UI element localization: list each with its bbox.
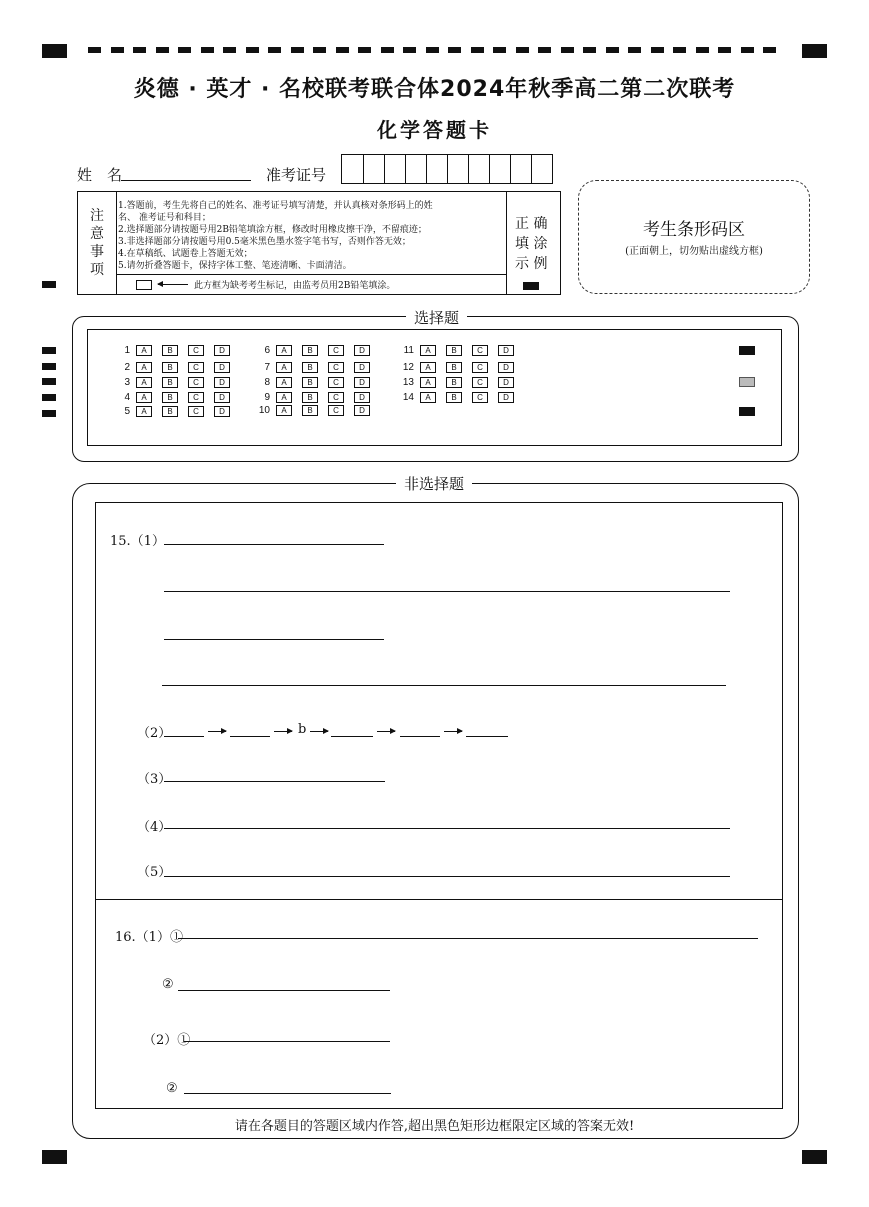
option-bubble-b[interactable]: B bbox=[162, 345, 178, 356]
q15-part1-line-1[interactable] bbox=[164, 544, 384, 545]
option-bubble-c[interactable]: C bbox=[472, 392, 488, 403]
timing-mark-top bbox=[583, 47, 596, 53]
q16-part1-circled-2: ② bbox=[162, 977, 174, 992]
option-bubble-c[interactable]: C bbox=[328, 392, 344, 403]
fill-example bbox=[506, 192, 561, 294]
timing-mark-top bbox=[88, 47, 101, 53]
exam-id-boxes[interactable] bbox=[341, 154, 553, 184]
question-number: 14 bbox=[402, 392, 414, 403]
q16-part2-circled-2: ② bbox=[166, 1081, 178, 1096]
q15-part2-blank-4[interactable] bbox=[400, 736, 440, 737]
q15-part2-blank-3[interactable] bbox=[331, 736, 373, 737]
option-bubble-d[interactable]: D bbox=[214, 406, 230, 417]
question-number: 4 bbox=[124, 392, 130, 403]
option-bubble-a[interactable]: A bbox=[276, 405, 292, 416]
choice-question-8 bbox=[252, 377, 380, 388]
q15-part1-line-2[interactable] bbox=[164, 591, 730, 592]
option-bubble-c[interactable]: C bbox=[328, 377, 344, 388]
notice-heading: 注 意 事 项 bbox=[78, 192, 117, 294]
option-bubble-c[interactable]: C bbox=[328, 362, 344, 373]
arrow-left-icon bbox=[158, 284, 188, 285]
timing-mark-top bbox=[673, 47, 686, 53]
timing-mark-top bbox=[606, 47, 619, 53]
timing-mark-top bbox=[223, 47, 236, 53]
option-bubble-c[interactable]: C bbox=[188, 392, 204, 403]
arrow-right-icon bbox=[377, 731, 395, 732]
q15-part1-label: 15.（1） bbox=[110, 534, 165, 549]
choice-question-4 bbox=[112, 392, 240, 403]
option-bubble-b[interactable]: B bbox=[162, 406, 178, 417]
option-bubble-a[interactable]: A bbox=[276, 362, 292, 373]
option-bubble-c[interactable]: C bbox=[328, 405, 344, 416]
timing-mark-left bbox=[42, 378, 56, 385]
option-bubble-b[interactable]: B bbox=[302, 362, 318, 373]
option-bubble-b[interactable]: B bbox=[446, 377, 462, 388]
timing-mark-top bbox=[493, 47, 506, 53]
timing-mark-top bbox=[718, 47, 731, 53]
notice-text: 1.答题前，考生先将自己的姓名、准考证号填写清楚，并认真核对条形码上的姓 名、 准考证号和科目； 2.选择题部分请按题号用2B铅笔填涂方框，修改时用橡皮擦干净，不留痕迹； 3.非选择题部分请按题号用0.5毫米黑色墨水签字笔书写，否则作答无效； 4.在草稿纸、试题卷上答题无效； 5.请勿折叠答题卡，保持字体工整、笔迹清晰、卡面清洁。 bbox=[118, 201, 433, 271]
timing-mark-top bbox=[358, 47, 371, 53]
exam-id-label: 准考证号 bbox=[266, 166, 327, 184]
option-bubble-d[interactable]: D bbox=[498, 377, 514, 388]
timing-mark-top bbox=[741, 47, 754, 53]
option-bubble-c[interactable]: C bbox=[188, 362, 204, 373]
question-number: 6 bbox=[264, 345, 270, 356]
timing-mark-top bbox=[628, 47, 641, 53]
q15-part1-line-4[interactable] bbox=[162, 685, 726, 686]
q15-part3-label: （3） bbox=[137, 772, 172, 787]
option-bubble-c[interactable]: C bbox=[472, 362, 488, 373]
timing-mark-gray bbox=[739, 377, 755, 387]
choice-question-11 bbox=[396, 345, 524, 356]
q15-part1-line-3[interactable] bbox=[164, 639, 384, 640]
option-bubble-b[interactable]: B bbox=[446, 392, 462, 403]
timing-mark-left bbox=[42, 363, 56, 370]
timing-mark-top bbox=[471, 47, 484, 53]
q16-part1-line-1[interactable] bbox=[178, 938, 758, 939]
choice-question-6 bbox=[252, 345, 380, 356]
question-number: 12 bbox=[402, 362, 414, 373]
timing-mark-top bbox=[178, 47, 191, 53]
choice-question-9 bbox=[252, 392, 380, 403]
option-bubble-b[interactable]: B bbox=[162, 377, 178, 388]
corner-mark-bottom-right bbox=[802, 1150, 827, 1164]
timing-mark-left bbox=[42, 410, 56, 417]
question-number: 2 bbox=[124, 362, 130, 373]
option-bubble-a[interactable]: A bbox=[276, 392, 292, 403]
fill-example-label: 正 确 填 涂 示 例 bbox=[515, 216, 548, 272]
option-bubble-d[interactable]: D bbox=[354, 362, 370, 373]
choice-question-7 bbox=[252, 362, 380, 373]
q15-part4-line[interactable] bbox=[164, 828, 730, 829]
arrow-right-icon bbox=[208, 731, 226, 732]
option-bubble-a[interactable]: A bbox=[136, 345, 152, 356]
timing-mark-top bbox=[448, 47, 461, 53]
option-bubble-a[interactable]: A bbox=[136, 392, 152, 403]
option-bubble-d[interactable]: D bbox=[214, 345, 230, 356]
corner-mark-bottom-left bbox=[42, 1150, 67, 1164]
q15-part5-line[interactable] bbox=[164, 876, 730, 877]
q15-part2-blank-5[interactable] bbox=[466, 736, 508, 737]
option-bubble-a[interactable]: A bbox=[136, 362, 152, 373]
option-bubble-c[interactable]: C bbox=[472, 345, 488, 356]
choice-question-3 bbox=[112, 377, 240, 388]
q15-area bbox=[95, 502, 783, 900]
name-label: 姓 名 bbox=[77, 166, 123, 184]
choice-question-12 bbox=[396, 362, 524, 373]
barcode-area bbox=[578, 180, 810, 294]
option-bubble-d[interactable]: D bbox=[354, 392, 370, 403]
arrow-right-icon bbox=[310, 731, 328, 732]
option-bubble-d[interactable]: D bbox=[214, 392, 230, 403]
answer-sheet-subtitle: 化学答题卡 bbox=[377, 118, 492, 142]
timing-mark-top bbox=[381, 47, 394, 53]
question-number: 11 bbox=[403, 345, 414, 356]
q15-part2-b-label: b bbox=[298, 722, 307, 737]
choice-question-14 bbox=[396, 392, 524, 403]
option-bubble-d[interactable]: D bbox=[498, 362, 514, 373]
option-bubble-b[interactable]: B bbox=[162, 392, 178, 403]
absent-mark-row: 此方框为缺考考生标记，由监考员用2B铅笔填涂。 bbox=[136, 278, 395, 291]
q16-area bbox=[95, 899, 783, 1109]
question-number: 3 bbox=[124, 377, 130, 388]
q16-part2-line-1[interactable] bbox=[184, 1041, 390, 1042]
q15-part2-label: （2） bbox=[137, 726, 172, 741]
timing-mark-top bbox=[538, 47, 551, 53]
question-number: 13 bbox=[402, 377, 414, 388]
choice-question-5 bbox=[112, 406, 240, 417]
option-bubble-d[interactable]: D bbox=[498, 345, 514, 356]
footer-warning: 请在各题目的答题区域内作答,超出黑色矩形边框限定区域的答案无效! bbox=[234, 1119, 635, 1134]
q16-part2-label: （2）① bbox=[143, 1033, 191, 1048]
q15-part5-label: （5） bbox=[137, 865, 172, 880]
q16-part1-line-2[interactable] bbox=[178, 990, 390, 991]
q16-part2-line-2[interactable] bbox=[184, 1093, 391, 1094]
timing-mark-left bbox=[42, 394, 56, 401]
q16-part1-label: 16.（1）① bbox=[115, 930, 183, 945]
option-bubble-c[interactable]: C bbox=[188, 377, 204, 388]
option-bubble-d[interactable]: D bbox=[214, 362, 230, 373]
corner-mark-top-right bbox=[802, 44, 827, 58]
question-number: 7 bbox=[264, 362, 270, 373]
timing-mark-top bbox=[268, 47, 281, 53]
arrow-right-icon bbox=[274, 731, 292, 732]
timing-mark-top bbox=[516, 47, 529, 53]
option-bubble-a[interactable]: A bbox=[276, 345, 292, 356]
timing-mark-top bbox=[336, 47, 349, 53]
option-bubble-d[interactable]: D bbox=[498, 392, 514, 403]
timing-mark-top bbox=[246, 47, 259, 53]
timing-mark-top bbox=[291, 47, 304, 53]
option-bubble-d[interactable]: D bbox=[354, 345, 370, 356]
question-number: 8 bbox=[264, 377, 270, 388]
option-bubble-b[interactable]: B bbox=[162, 362, 178, 373]
timing-mark-top bbox=[111, 47, 124, 53]
timing-mark-top bbox=[313, 47, 326, 53]
option-bubble-c[interactable]: C bbox=[188, 345, 204, 356]
option-bubble-a[interactable]: A bbox=[420, 377, 436, 388]
option-bubble-b[interactable]: B bbox=[302, 377, 318, 388]
nonchoice-section-title: 非选择题 bbox=[396, 473, 472, 494]
barcode-title: 考生条形码区 bbox=[643, 220, 745, 240]
option-bubble-a[interactable]: A bbox=[420, 392, 436, 403]
q15-part3-line[interactable] bbox=[164, 781, 385, 782]
q15-part2-blank-2[interactable] bbox=[230, 736, 270, 737]
notice-box bbox=[77, 191, 561, 295]
option-bubble-a[interactable]: A bbox=[420, 345, 436, 356]
choice-question-1 bbox=[112, 345, 240, 356]
option-bubble-b[interactable]: B bbox=[302, 392, 318, 403]
option-bubble-a[interactable]: A bbox=[136, 406, 152, 417]
exam-title: 炎德 · 英才 · 名校联考联合体2024年秋季高二第二次联考 bbox=[133, 77, 736, 102]
name-field[interactable] bbox=[121, 180, 251, 181]
timing-mark-top bbox=[133, 47, 146, 53]
q15-part4-label: （4） bbox=[137, 820, 172, 835]
option-bubble-c[interactable]: C bbox=[188, 406, 204, 417]
arrow-right-icon bbox=[444, 731, 462, 732]
option-bubble-d[interactable]: D bbox=[354, 405, 370, 416]
timing-mark-top bbox=[403, 47, 416, 53]
barcode-note: (正面朝上，切勿贴出虚线方框) bbox=[625, 246, 763, 257]
timing-mark-left bbox=[42, 281, 56, 288]
timing-mark-top bbox=[763, 47, 776, 53]
question-number: 9 bbox=[264, 392, 270, 403]
absent-mark-box[interactable] bbox=[136, 280, 152, 290]
question-number: 1 bbox=[124, 345, 130, 356]
option-bubble-b[interactable]: B bbox=[446, 362, 462, 373]
timing-mark bbox=[739, 407, 755, 416]
choice-question-2 bbox=[112, 362, 240, 373]
option-bubble-a[interactable]: A bbox=[136, 377, 152, 388]
choice-section-title: 选择题 bbox=[406, 307, 467, 328]
question-number: 10 bbox=[258, 405, 270, 416]
option-bubble-d[interactable]: D bbox=[354, 377, 370, 388]
option-bubble-d[interactable]: D bbox=[214, 377, 230, 388]
timing-mark bbox=[739, 346, 755, 355]
timing-mark-top bbox=[201, 47, 214, 53]
filled-mark-example bbox=[523, 282, 539, 290]
choice-question-10 bbox=[252, 405, 380, 416]
option-bubble-b[interactable]: B bbox=[446, 345, 462, 356]
timing-mark-top bbox=[156, 47, 169, 53]
timing-mark-top bbox=[561, 47, 574, 53]
timing-mark-top bbox=[426, 47, 439, 53]
timing-mark-top bbox=[696, 47, 709, 53]
corner-mark-top-left bbox=[42, 44, 67, 58]
q15-part2-blank-1[interactable] bbox=[164, 736, 204, 737]
option-bubble-a[interactable]: A bbox=[276, 377, 292, 388]
timing-mark-left bbox=[42, 347, 56, 354]
option-bubble-b[interactable]: B bbox=[302, 345, 318, 356]
question-number: 5 bbox=[124, 406, 130, 417]
option-bubble-c[interactable]: C bbox=[328, 345, 344, 356]
timing-mark-top bbox=[651, 47, 664, 53]
option-bubble-c[interactable]: C bbox=[472, 377, 488, 388]
choice-question-13 bbox=[396, 377, 524, 388]
option-bubble-b[interactable]: B bbox=[302, 405, 318, 416]
option-bubble-a[interactable]: A bbox=[420, 362, 436, 373]
